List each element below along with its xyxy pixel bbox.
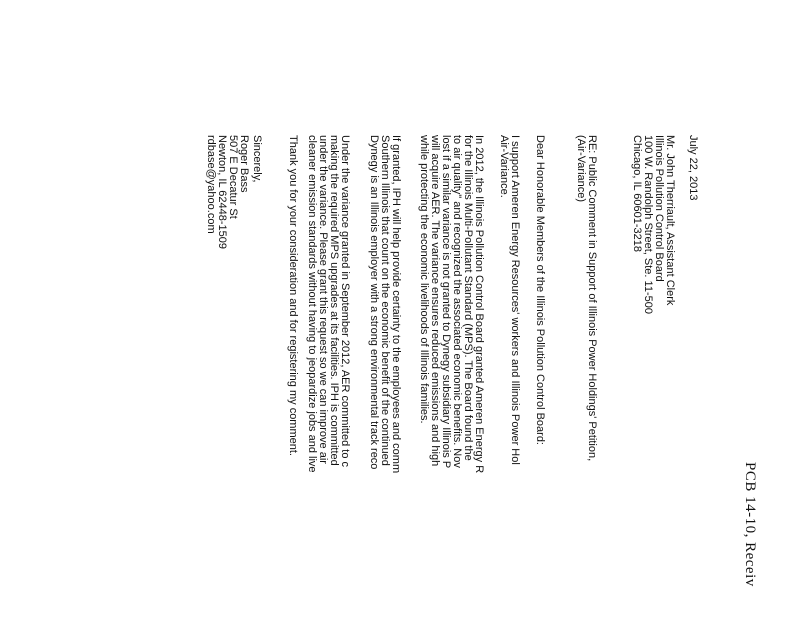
signer-email: rdbase@yahoo.com xyxy=(205,135,217,234)
recipient-line: Illinois Pollution Control Board xyxy=(653,135,665,282)
signer-name: Roger Bass xyxy=(238,135,250,193)
signer-city: Newton, IL 62448-1509 xyxy=(216,135,228,249)
paragraph-line: making the required MPS upgrades at its facilities. IPH is committed xyxy=(328,135,340,466)
paragraph-commitment xyxy=(306,135,350,473)
recipient-line: 100 W. Randolph Street, Ste. 11-500 xyxy=(642,135,654,314)
paragraph-line: while protecting the economic livelihoods of Illinois families. xyxy=(418,135,430,424)
paragraph-line: under the variance. Please grant this request so we can improve air xyxy=(317,135,329,464)
subject-line xyxy=(575,135,597,461)
paragraph-line: will acquire AER. The variance ensures reduced emissions and high xyxy=(429,135,441,467)
recipient-line: Mr. John Therriault, Assistant Clerk xyxy=(664,135,676,306)
paragraph-background xyxy=(418,135,484,473)
pcb-docket-header: PCB 14-10, Receiv xyxy=(742,462,758,587)
paragraph-line: Under the variance granted in September 2012, AER committed to c xyxy=(339,135,351,468)
subject-line-text: RE: Public Comment in Support of Illinois Power Holdings' Petition, xyxy=(586,135,598,462)
subject-line-text: (Air-Variance) xyxy=(575,135,587,203)
paragraph-line: to air quality" and recognized the associated economic benefits. Nov xyxy=(451,135,463,468)
paragraph-certainty xyxy=(368,135,401,473)
paragraph-line: lost if a similar variance is not granted to Dynegy subsidiary Illinois P xyxy=(440,135,452,469)
letter-date: July 22, 2013 xyxy=(687,135,699,201)
signature-block xyxy=(205,135,249,249)
salutation: Dear Honorable Members of the Illinois Pollution Control Board: xyxy=(534,135,546,445)
paragraph-line: Thank you for your consideration and for registering my comment. xyxy=(287,135,299,456)
recipient-address xyxy=(631,135,675,314)
recipient-line: Chicago, IL 60601-3218 xyxy=(631,135,643,253)
paragraph-line: Southern Illinois that count on the economic benefit of the continued xyxy=(379,135,391,466)
paragraph-support xyxy=(498,135,520,465)
paragraph-line: Dynegy is an Illinois employer with a strong environmental track reco xyxy=(368,135,380,470)
signer-street: 507 E Decatur St xyxy=(227,135,239,219)
paragraph-thanks xyxy=(287,135,298,456)
paragraph-line: In 2012, the Illinois Pollution Control Board granted Ameren Energy R xyxy=(473,135,485,474)
closing: Sincerely, xyxy=(251,135,263,183)
paragraph-line: I support Ameren Energy Resources' workers and Illinois Power Hol xyxy=(509,135,521,465)
paragraph-line: Air-Variance. xyxy=(498,135,510,198)
paragraph-line: cleaner emission standards without having to jeopardize jobs and live xyxy=(306,135,318,473)
paragraph-line: for the Illinois Multi-Pollutant Standard (MPS). The Board found the xyxy=(462,135,474,461)
paragraph-line: If granted, IPH will help provide certainty to the employees and comm xyxy=(390,135,402,474)
